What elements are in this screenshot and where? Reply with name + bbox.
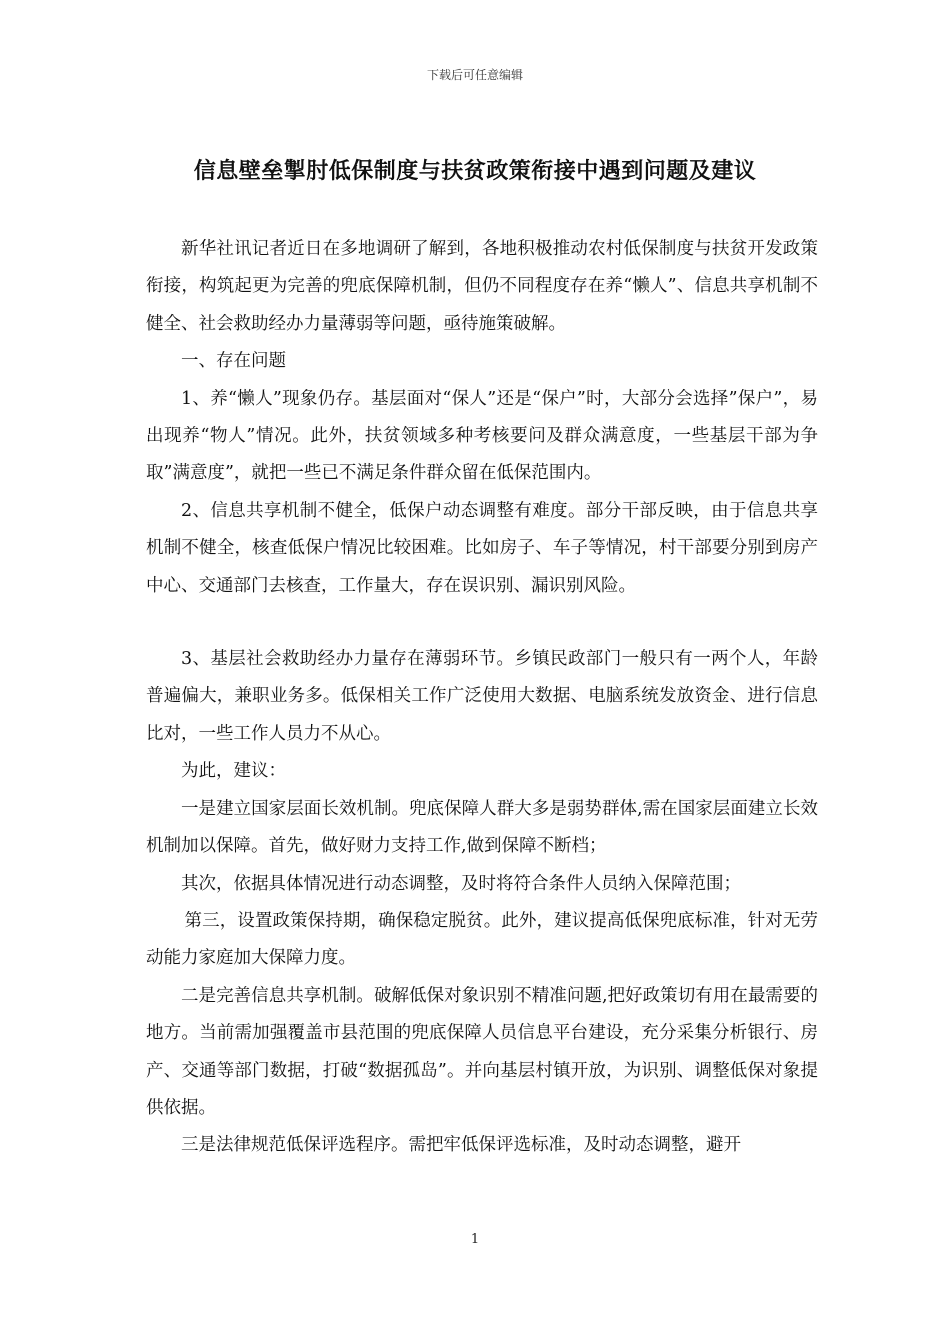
- header-note: 下载后可任意编辑: [426, 68, 523, 82]
- paragraph-intro: 新华社讯记者近日在多地调研了解到，各地积极推动农村低保制度与扶贫开发政策衔接，构筑起更为完善的兜底保障机制，但仍不同程度存在养“懒人”、信息共享机制不健全、社会救助经办力量薄弱等问题，亟待施策破解。: [146, 239, 818, 334]
- paragraph-problem-2: 2、信息共享机制不健全，低保户动态调整有难度。部分干部反映，由于信息共享机制不健全，核查低保户情况比较困难。比如房子、车子等情况，村干部要分别到房产中心、交通部门去核查，工作量大，存在误识别、漏识别风险。: [146, 500, 818, 596]
- section-heading-problems: 一、存在问题: [181, 351, 286, 372]
- document-title: 信息壁垒掣肘低保制度与扶贫政策衔接中遇到问题及建议: [193, 158, 757, 184]
- paragraph-problem-3: 3、基层社会救助经办力量存在薄弱环节。乡镇民政部门一般只有一两个人，年龄普遍偏大，兼职业务多。低保相关工作广泛使用大数据、电脑系统发放资金、进行信息比对，一些工作人员力不从心。: [146, 649, 818, 744]
- paragraph-suggestion-1-third: 第三，设置政策保持期，确保稳定脱贫。此外，建议提高低保兜底标准，针对无劳动能力家庭加大保障力度。: [146, 910, 818, 969]
- paragraph-suggestion-3: 三是法律规范低保评选程序。需把牢低保评选标准，及时动态调整，避开: [181, 1135, 741, 1156]
- paragraph-suggestion-2: 二是完善信息共享机制。破解低保对象识别不精准问题,把好政策切有用在最需要的地方。当前需加强覆盖市县范围的兜底保障人员信息平台建设，充分采集分析银行、房产、交通等部门数据，打破“数据孤岛”。并向基层村镇开放，为识别、调整低保对象提供依据。: [146, 985, 818, 1118]
- paragraph-suggestion-1-next: 其次，依据具体情况进行动态调整，及时将符合条件人员纳入保障范围；: [181, 873, 741, 894]
- paragraph-suggestions-heading: 为此，建议：: [181, 761, 286, 782]
- page-number: 1: [470, 1232, 480, 1247]
- document-body: [146, 231, 818, 1165]
- paragraph-suggestion-1: 一是建立国家层面长效机制。兜底保障人群大多是弱势群体,需在国家层面建立长效机制加以保障。首先，做好财力支持工作,做到保障不断档；: [146, 798, 818, 857]
- paragraph-problem-1: 1、养“懒人”现象仍存。基层面对“保人”还是“保户”时，大部分会选择”保户”，易出现养“物人”情况。此外，扶贫领域多种考核要问及群众满意度，一些基层干部为争取”满意度”，就把一些已不满足条件群众留在低保范围内。: [146, 388, 818, 484]
